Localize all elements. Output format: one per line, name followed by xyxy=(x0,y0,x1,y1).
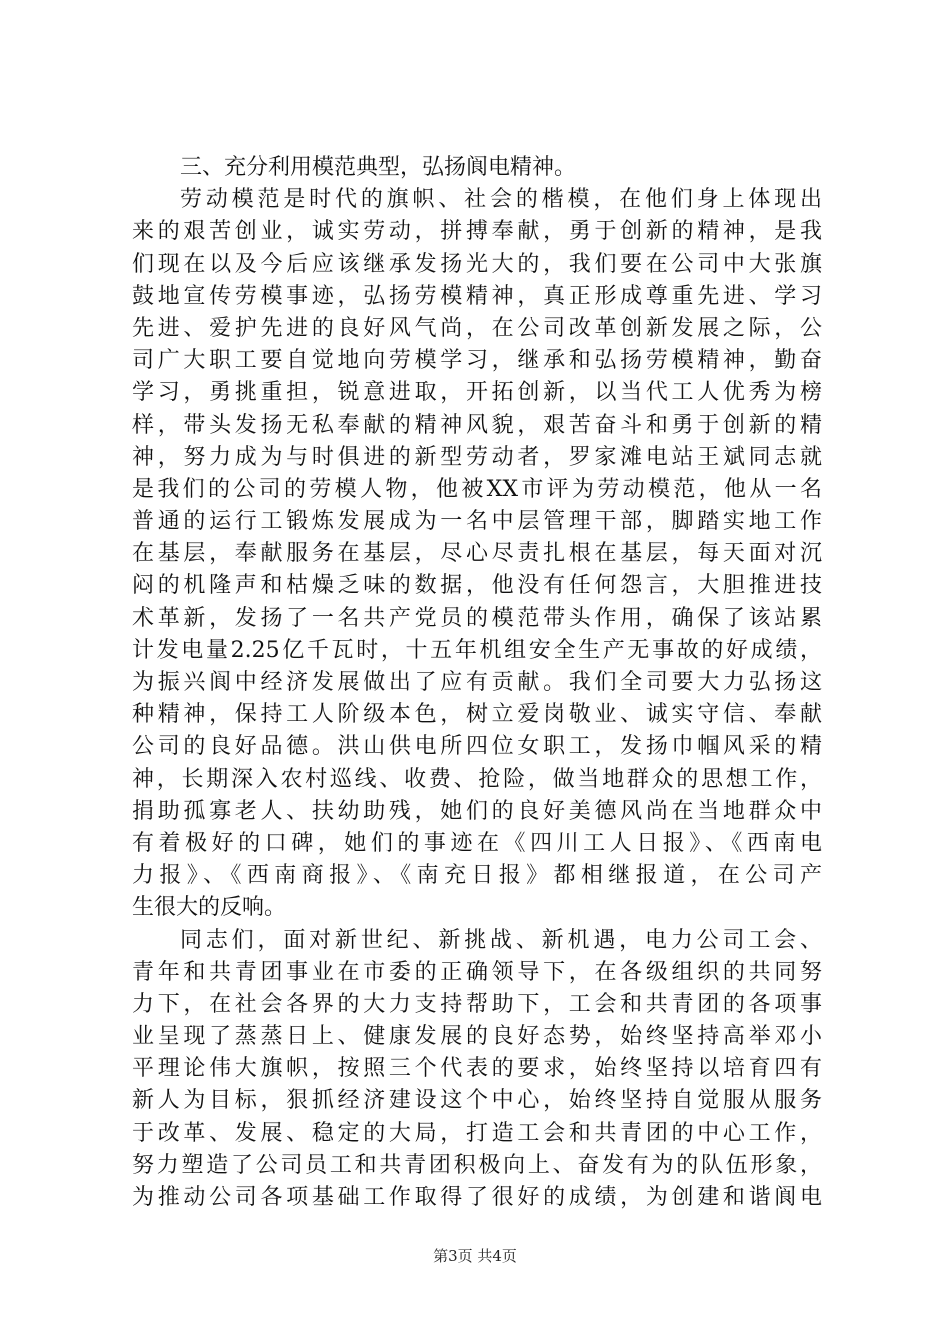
text-line: 为推动公司各项基础工作取得了很好的成绩，为创建和谐阆电 xyxy=(132,1185,822,1210)
text-line: 学习，勇挑重担，锐意进取，开拓创新，以当代工人优秀为榜 xyxy=(132,380,822,406)
text-line: 计发电量2.25亿千瓦时，十五年机组安全生产无事故的好成绩， xyxy=(132,637,822,663)
text-line: 神，长期深入农村巡线、收费、抢险，做当地群众的思想工作， xyxy=(132,766,822,792)
text-line: 是我们的公司的劳模人物，他被XX市评为劳动模范，他从一名 xyxy=(132,476,822,502)
section-heading: 三、充分利用模范典型，弘扬阆电精神。 xyxy=(180,155,577,180)
text-line: 捐助孤寡老人、扶幼助残，她们的良好美德风尚在当地群众中 xyxy=(132,798,822,824)
text-line: 在基层，奉献服务在基层，尽心尽责扎根在基层，每天面对沉 xyxy=(132,541,822,567)
page-footer xyxy=(0,1246,950,1266)
text-line: 公司的良好品德。洪山供电所四位女职工，发扬巾帼风采的精 xyxy=(132,734,822,760)
text-line: 术革新，发扬了一名共产党员的模范带头作用，确保了该站累 xyxy=(132,605,822,631)
text-line: 闷的机隆声和枯燥乏味的数据，他没有任何怨言，大胆推进技 xyxy=(132,573,822,599)
text-line: 来的艰苦创业，诚实劳动，拼搏奉献，勇于创新的精神，是我 xyxy=(132,219,822,245)
text-line: 力报》、《西南商报》、《南充日报》都相继报道，在公司产 xyxy=(132,863,822,889)
text-line: 们现在以及今后应该继承发扬光大的，我们要在公司中大张旗 xyxy=(132,251,822,277)
text-line: 力下，在社会各界的大力支持帮助下，工会和共青团的各项事 xyxy=(132,991,822,1017)
text-line: 生很大的反响。 xyxy=(132,895,287,921)
text-line: 鼓地宣传劳模事迹，弘扬劳模精神，真正形成尊重先进、学习 xyxy=(132,283,822,309)
text-line: 新人为目标，狠抓经济建设这个中心，始终坚持自觉服从服务 xyxy=(132,1088,822,1114)
text-line: 业呈现了蒸蒸日上、健康发展的良好态势，始终坚持高举邓小 xyxy=(132,1024,822,1050)
text-line: 于改革、发展、稳定的大局，打造工会和共青团的中心工作， xyxy=(132,1120,822,1146)
text-line: 神，努力成为与时俱进的新型劳动者，罗家滩电站王斌同志就 xyxy=(132,444,822,470)
text-line: 劳动模范是时代的旗帜、社会的楷模，在他们身上体现出 xyxy=(180,187,822,213)
text-line: 司广大职工要自觉地向劳模学习，继承和弘扬劳模精神，勤奋 xyxy=(132,348,822,374)
text-line: 青年和共青团事业在市委的正确领导下，在各级组织的共同努 xyxy=(132,959,822,985)
text-line: 样，带头发扬无私奉献的精神风貌，艰苦奋斗和勇于创新的精 xyxy=(132,412,822,438)
text-line: 同志们，面对新世纪、新挑战、新机遇，电力公司工会、 xyxy=(180,927,822,953)
text-line: 努力塑造了公司员工和共青团积极向上、奋发有为的队伍形象， xyxy=(132,1152,822,1178)
page-number: 第3页 共4页 xyxy=(433,1247,517,1265)
text-line: 种精神，保持工人阶级本色，树立爱岗敬业、诚实守信、奉献 xyxy=(132,702,822,728)
document-body xyxy=(132,152,822,1214)
text-line: 为振兴阆中经济发展做出了应有贡献。我们全司要大力弘扬这 xyxy=(132,670,822,695)
text-line: 先进、爱护先进的良好风气尚，在公司改革创新发展之际，公 xyxy=(132,315,822,341)
text-line: 普通的运行工锻炼发展成为一名中层管理干部，脚踏实地工作 xyxy=(132,509,822,535)
text-line: 平理论伟大旗帜，按照三个代表的要求，始终坚持以培育四有 xyxy=(132,1056,822,1082)
text-line: 有着极好的口碑，她们的事迹在《四川工人日报》、《西南电 xyxy=(132,830,822,856)
